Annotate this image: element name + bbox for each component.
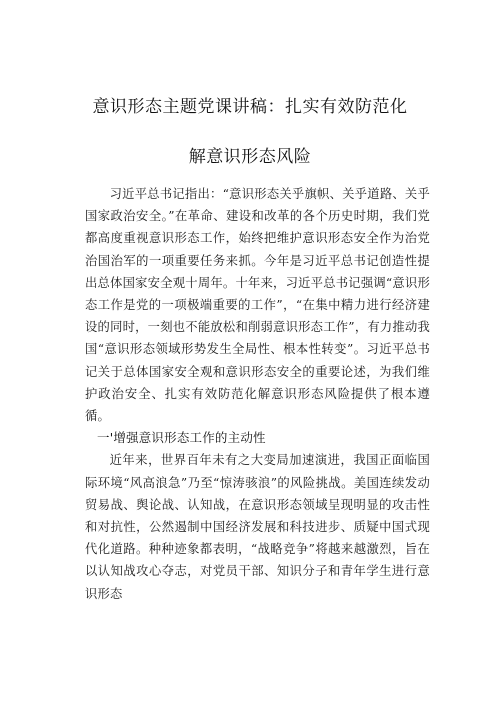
document-title-line-1: 意识形态主题党课讲稿：扎实有效防范化 [92,97,408,117]
paragraph-intro: 习近平总书记指出：“意识形态关乎旗帜、关乎道路、关乎国家政治安全。”在革命、建设和改革的各个历史时期，我们党都高度重视意识形态工作，始终把维护意识形态安全作为治党治国治军的一项重要任务来抓。今年是习近平总书记创造性提出总体国家安全观十周年。十年来，习近平总书记强调“意识形态工作是党的一项极端重要的工作”，“在集中精力进行经济建设的同时，一刻也不能放松和削弱意识形态工作”，有力推动我国“意识形态领域形势发生全局性、根本性转变”。习近平总书记关于总体国家安全观和意识形态安全的重要论述，为我们维护政治安全、扎实有效防范化解意识形态风险提供了根本遵循。 [85,187,430,424]
document-body [85,183,430,605]
paragraph-section-1: 近年来，世界百年未有之大变局加速演进，我国正面临国际环境“风高浪急”乃至“惊涛骇浪”的风险挑战。美国连续发动贸易战、舆论战、认知战，在意识形态领域呈现明显的攻击性和对抗性，公然遏制中国经济发展和科技进步、质疑中国式现代化道路。种种迹象都表明，“战略竞争”将越来越激烈，旨在以认知战攻心夺志，对党员干部、知识分子和青年学生进行意识形态 [85,453,430,601]
document-title-line-2: 解意识形态风险 [188,147,312,167]
section-heading-1: 一'增强意识形态工作的主动性 [97,430,266,446]
